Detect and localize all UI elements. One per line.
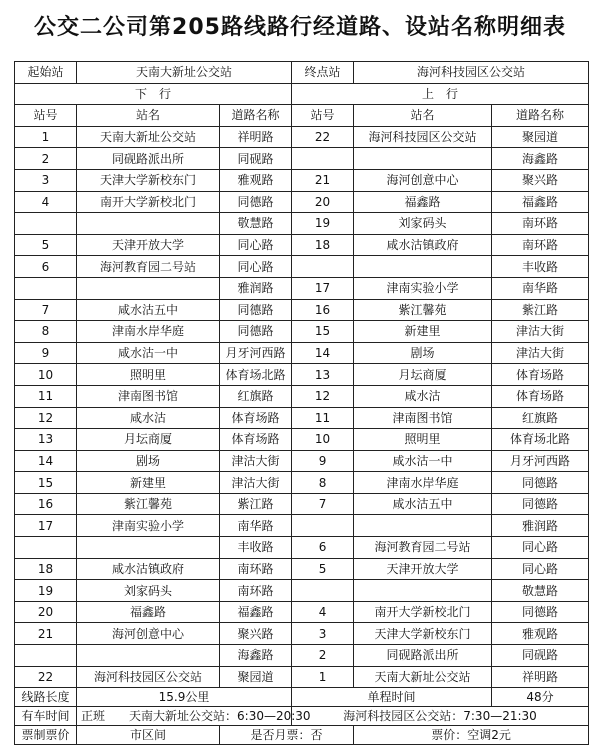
down-stop-name: 剧场 — [77, 450, 220, 472]
table-row — [15, 213, 589, 235]
service-type: 正班 — [81, 709, 106, 724]
up-stop-no: 18 — [292, 234, 354, 256]
down-stop-no — [15, 277, 77, 299]
service-row — [15, 707, 589, 726]
down-stop-no — [15, 537, 77, 559]
up-service-time: 海河科技园区公交站：7:30—21:30 — [292, 707, 589, 726]
down-road-name: 同心路 — [220, 256, 292, 278]
down-stop-name: 咸水沽五中 — [77, 299, 220, 321]
table-row — [15, 191, 589, 213]
down-road-name: 同砚路 — [220, 148, 292, 170]
down-road-name: 南华路 — [220, 515, 292, 537]
up-stop-name: 月坛商厦 — [354, 364, 492, 386]
down-stop-name: 福鑫路 — [77, 601, 220, 623]
up-stop-name: 同砚路派出所 — [354, 645, 492, 667]
up-stop-no: 22 — [292, 126, 354, 148]
up-stop-name: 天津开放大学 — [354, 558, 492, 580]
end-label: 终点站 — [292, 62, 354, 84]
down-stop-name: 咸水沽一中 — [77, 342, 220, 364]
table-row — [15, 126, 589, 148]
table-row — [15, 472, 589, 494]
up-stop-no: 14 — [292, 342, 354, 364]
table-row — [15, 623, 589, 645]
table-row — [15, 515, 589, 537]
down-road-name: 敬慧路 — [220, 213, 292, 235]
up-stop-no: 10 — [292, 429, 354, 451]
down-road-name: 南环路 — [220, 580, 292, 602]
ticket-split: 是否月票：否 — [220, 726, 354, 745]
up-road-name: 祥明路 — [492, 666, 589, 688]
down-road-name: 丰收路 — [220, 537, 292, 559]
down-stop-no: 14 — [15, 450, 77, 472]
up-road-name: 南华路 — [492, 277, 589, 299]
up-stop-name: 海河科技园区公交站 — [354, 126, 492, 148]
down-stop-no: 6 — [15, 256, 77, 278]
table-row — [15, 299, 589, 321]
down-road-name: 同心路 — [220, 234, 292, 256]
table-row — [15, 256, 589, 278]
down-stop-no: 15 — [15, 472, 77, 494]
up-stop-no — [292, 580, 354, 602]
up-stop-name: 咸水沽 — [354, 385, 492, 407]
up-stop-no: 9 — [292, 450, 354, 472]
up-stop-no: 8 — [292, 472, 354, 494]
fare-value: 票价：空调2元 — [354, 726, 589, 745]
table-row — [15, 580, 589, 602]
down-stop-name: 咸水沽 — [77, 407, 220, 429]
up-road-name: 雅观路 — [492, 623, 589, 645]
down-road-name: 津沽大街 — [220, 472, 292, 494]
table-row — [15, 385, 589, 407]
down-stop-no: 4 — [15, 191, 77, 213]
down-stop-name: 海河创意中心 — [77, 623, 220, 645]
down-road-name: 雅观路 — [220, 169, 292, 191]
table-row — [15, 493, 589, 515]
length-label: 线路长度 — [15, 688, 77, 707]
up-stop-no — [292, 148, 354, 170]
up-stop-name: 咸水沽镇政府 — [354, 234, 492, 256]
down-stop-no: 5 — [15, 234, 77, 256]
table-row — [15, 429, 589, 451]
down-road-name: 聚园道 — [220, 666, 292, 688]
col-down-road-name: 道路名称 — [220, 105, 292, 127]
up-road-name: 同德路 — [492, 472, 589, 494]
up-stop-no: 15 — [292, 321, 354, 343]
start-station: 天南大新址公交站 — [77, 62, 292, 84]
up-stop-no: 2 — [292, 645, 354, 667]
trip-time-value: 48分 — [492, 688, 589, 707]
up-stop-no: 7 — [292, 493, 354, 515]
table-row — [15, 645, 589, 667]
down-stop-name — [77, 213, 220, 235]
down-stop-name — [77, 277, 220, 299]
table-row — [15, 601, 589, 623]
up-road-name: 海鑫路 — [492, 148, 589, 170]
up-stop-name: 福鑫路 — [354, 191, 492, 213]
down-stop-name: 新建里 — [77, 472, 220, 494]
up-road-name: 体育场北路 — [492, 429, 589, 451]
up-road-name: 同心路 — [492, 558, 589, 580]
down-stop-name: 津南水岸华庭 — [77, 321, 220, 343]
down-stop-name: 月坛商厦 — [77, 429, 220, 451]
service-label: 有车时间 — [15, 707, 77, 726]
down-stop-name: 天津开放大学 — [77, 234, 220, 256]
down-road-name: 体育场路 — [220, 429, 292, 451]
down-stop-no: 16 — [15, 493, 77, 515]
up-stop-no: 20 — [292, 191, 354, 213]
up-stop-name — [354, 580, 492, 602]
up-road-name: 南环路 — [492, 234, 589, 256]
fare-zone: 市区间 — [77, 726, 220, 745]
down-stop-no: 3 — [15, 169, 77, 191]
down-stop-name: 咸水沽镇政府 — [77, 558, 220, 580]
down-service-text: 天南大新址公交站：6:30—20:30 — [129, 709, 311, 724]
up-stop-name: 刘家码头 — [354, 213, 492, 235]
up-stop-name — [354, 256, 492, 278]
table-row — [15, 558, 589, 580]
up-stop-name: 津南实验小学 — [354, 277, 492, 299]
down-stop-no: 9 — [15, 342, 77, 364]
down-stop-name: 海河科技园区公交站 — [77, 666, 220, 688]
down-stop-name: 刘家码头 — [77, 580, 220, 602]
down-stop-name: 天津大学新校东门 — [77, 169, 220, 191]
down-stop-no: 11 — [15, 385, 77, 407]
down-road-name: 雅润路 — [220, 277, 292, 299]
up-road-name: 红旗路 — [492, 407, 589, 429]
up-stop-name — [354, 515, 492, 537]
up-stop-name: 天津大学新校东门 — [354, 623, 492, 645]
start-label: 起始站 — [15, 62, 77, 84]
up-stop-name: 新建里 — [354, 321, 492, 343]
up-road-name: 南环路 — [492, 213, 589, 235]
route-table — [14, 61, 589, 745]
table-row — [15, 148, 589, 170]
down-road-name: 聚兴路 — [220, 623, 292, 645]
up-stop-name: 津南图书馆 — [354, 407, 492, 429]
down-stop-name: 南开大学新校北门 — [77, 191, 220, 213]
table-row — [15, 364, 589, 386]
down-stop-no: 17 — [15, 515, 77, 537]
down-road-name: 紫江路 — [220, 493, 292, 515]
down-stop-no: 10 — [15, 364, 77, 386]
down-road-name: 同德路 — [220, 191, 292, 213]
up-road-name: 雅润路 — [492, 515, 589, 537]
col-down-stop-name: 站名 — [77, 105, 220, 127]
up-stop-name: 海河教育园二号站 — [354, 537, 492, 559]
page-title: 公交二公司第205路线路行经道路、设站名称明细表 — [34, 15, 566, 40]
down-stop-no: 12 — [15, 407, 77, 429]
col-up-road-name: 道路名称 — [492, 105, 589, 127]
down-road-name: 月牙河西路 — [220, 342, 292, 364]
down-stop-name — [77, 537, 220, 559]
down-stop-no: 18 — [15, 558, 77, 580]
up-road-name: 同砚路 — [492, 645, 589, 667]
trip-time-label: 单程时间 — [292, 688, 492, 707]
up-stop-name: 南开大学新校北门 — [354, 601, 492, 623]
terminal-row — [15, 62, 589, 84]
down-stop-no — [15, 645, 77, 667]
up-road-name: 津沽大街 — [492, 342, 589, 364]
up-road-name: 聚兴路 — [492, 169, 589, 191]
down-road-name: 福鑫路 — [220, 601, 292, 623]
table-row — [15, 666, 589, 688]
down-road-name: 祥明路 — [220, 126, 292, 148]
up-stop-name — [354, 148, 492, 170]
table-row — [15, 342, 589, 364]
down-road-name: 红旗路 — [220, 385, 292, 407]
up-road-name: 同德路 — [492, 601, 589, 623]
down-stop-no: 7 — [15, 299, 77, 321]
down-stop-no: 2 — [15, 148, 77, 170]
up-stop-name: 天南大新址公交站 — [354, 666, 492, 688]
up-stop-no: 13 — [292, 364, 354, 386]
up-road-name: 体育场路 — [492, 364, 589, 386]
down-stop-no: 20 — [15, 601, 77, 623]
length-row — [15, 688, 589, 707]
down-road-name: 津沽大街 — [220, 450, 292, 472]
up-road-name: 同心路 — [492, 537, 589, 559]
down-road-name: 体育场北路 — [220, 364, 292, 386]
down-stop-no — [15, 213, 77, 235]
fare-label: 票制票价 — [15, 726, 77, 745]
col-up-stop-no: 站号 — [292, 105, 354, 127]
up-stop-name: 咸水沽一中 — [354, 450, 492, 472]
down-stop-no: 1 — [15, 126, 77, 148]
down-direction-label: 下 行 — [15, 83, 292, 105]
up-stop-name: 紫江馨苑 — [354, 299, 492, 321]
down-road-name: 南环路 — [220, 558, 292, 580]
up-stop-no: 19 — [292, 213, 354, 235]
up-stop-name: 津南水岸华庭 — [354, 472, 492, 494]
up-road-name: 津沽大街 — [492, 321, 589, 343]
col-up-stop-name: 站名 — [354, 105, 492, 127]
up-stop-no: 4 — [292, 601, 354, 623]
table-row — [15, 321, 589, 343]
down-road-name: 体育场路 — [220, 407, 292, 429]
up-stop-name: 咸水沽五中 — [354, 493, 492, 515]
up-stop-name: 照明里 — [354, 429, 492, 451]
down-stop-no: 8 — [15, 321, 77, 343]
up-road-name: 月牙河西路 — [492, 450, 589, 472]
length-value: 15.9公里 — [77, 688, 292, 707]
down-stop-name: 津南图书馆 — [77, 385, 220, 407]
up-stop-no: 17 — [292, 277, 354, 299]
up-stop-no: 1 — [292, 666, 354, 688]
column-header-row — [15, 105, 589, 127]
up-stop-no: 21 — [292, 169, 354, 191]
down-stop-no: 22 — [15, 666, 77, 688]
table-row — [15, 407, 589, 429]
down-stop-name: 海河教育园二号站 — [77, 256, 220, 278]
down-service-time — [77, 707, 311, 726]
up-road-name: 紫江路 — [492, 299, 589, 321]
up-stop-no: 16 — [292, 299, 354, 321]
up-road-name: 同德路 — [492, 493, 589, 515]
down-stop-name: 紫江馨苑 — [77, 493, 220, 515]
down-road-name: 同德路 — [220, 299, 292, 321]
down-stop-name: 津南实验小学 — [77, 515, 220, 537]
up-road-name: 体育场路 — [492, 385, 589, 407]
up-stop-no: 5 — [292, 558, 354, 580]
down-stop-no: 13 — [15, 429, 77, 451]
up-direction-label: 上 行 — [292, 83, 589, 105]
table-row — [15, 169, 589, 191]
table-row — [15, 234, 589, 256]
down-road-name: 同德路 — [220, 321, 292, 343]
up-road-name: 敬慧路 — [492, 580, 589, 602]
up-stop-name: 海河创意中心 — [354, 169, 492, 191]
fare-row — [15, 726, 589, 745]
up-stop-no: 3 — [292, 623, 354, 645]
col-down-stop-no: 站号 — [15, 105, 77, 127]
up-stop-no: 6 — [292, 537, 354, 559]
down-road-name: 海鑫路 — [220, 645, 292, 667]
up-stop-no — [292, 515, 354, 537]
end-station: 海河科技园区公交站 — [354, 62, 589, 84]
up-road-name: 福鑫路 — [492, 191, 589, 213]
table-row — [15, 277, 589, 299]
down-stop-name: 同砚路派出所 — [77, 148, 220, 170]
up-stop-name: 剧场 — [354, 342, 492, 364]
up-road-name: 聚园道 — [492, 126, 589, 148]
down-stop-no: 19 — [15, 580, 77, 602]
down-stop-name: 照明里 — [77, 364, 220, 386]
down-stop-name — [77, 645, 220, 667]
up-stop-no: 12 — [292, 385, 354, 407]
table-row — [15, 537, 589, 559]
down-stop-name: 天南大新址公交站 — [77, 126, 220, 148]
down-stop-no: 21 — [15, 623, 77, 645]
up-stop-no — [292, 256, 354, 278]
table-row — [15, 450, 589, 472]
up-stop-no: 11 — [292, 407, 354, 429]
direction-row — [15, 83, 589, 105]
up-road-name: 丰收路 — [492, 256, 589, 278]
